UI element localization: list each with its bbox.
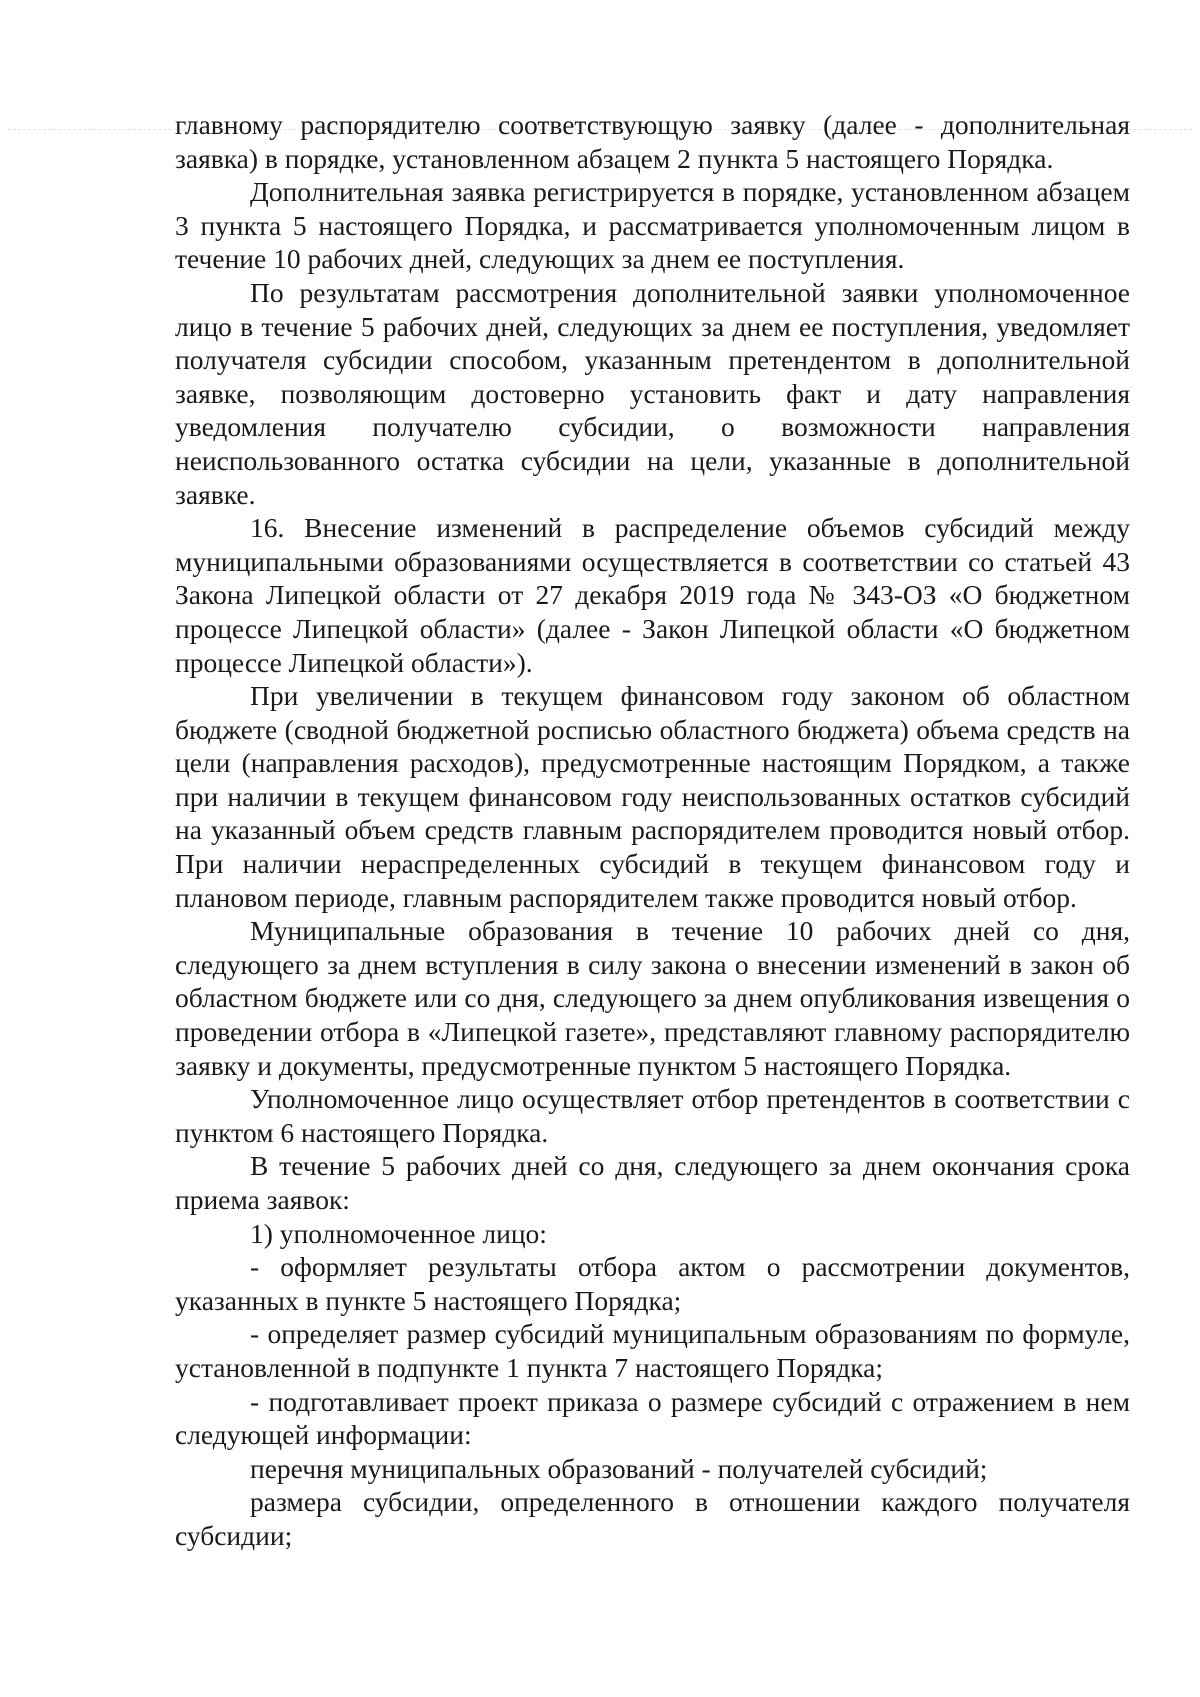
paragraph-continuation: главному распорядителю соответствующую заявку (далее - дополнительная заявка) в порядке, установленном абзацем 2 пункта 5 настоящего Порядка. [175, 109, 1130, 174]
paragraph: Муниципальные образования в течение 10 рабочих дней со дня, следующего за днем вступления в силу закона о внесении изменений в закон об областном бюджете или со дня, следующего за днем опубликования извещения о проведении отбора в «Липецкой газете», представляют главному распорядителю заявку и документы, предусмотренные пунктом 5 настоящего Порядка. [175, 915, 1130, 1081]
paragraph: Уполномоченное лицо осуществляет отбор претендентов в соответствии с пунктом 6 настоящего Порядка. [175, 1083, 1130, 1148]
paragraph: По результатам рассмотрения дополнительной заявки уполномоченное лицо в течение 5 рабочих дней, следующих за днем ее поступления, уведомляет получателя субсидии способом, указанным претендентом в дополнительной заявке, позволяющим достоверно установить факт и дату направления уведомления получателю субсидии, о возможности направления неиспользованного остатка субсидии на цели, указанные в дополнительной заявке. [175, 276, 1130, 510]
document-body [175, 108, 1130, 1553]
list-item: - подготавливает проект приказа о размере субсидий с отражением в нем следующей информации: [175, 1385, 1130, 1451]
paragraph: В течение 5 рабочих дней со дня, следующего за днем окончания срока приема заявок: [175, 1150, 1130, 1215]
list-item: перечня муниципальных образований - получателей субсидий; [250, 1452, 988, 1484]
list-item: - оформляет результаты отбора актом о рассмотрении документов, указанных в пункте 5 настоящего Порядка; [175, 1251, 1130, 1316]
paragraph: Дополнительная заявка регистрируется в порядке, установленном абзацем 3 пункта 5 настоящего Порядка, и рассматривается уполномоченным лицом в течение 10 рабочих дней, следующих за днем ее поступления. [175, 176, 1130, 275]
paragraph-item-16: 16. Внесение изменений в распределение объемов субсидий между муниципальными образованиями осуществляется в соответствии со статьей 43 Закона Липецкой области от 27 декабря 2019 года № 343-ОЗ «О бюджетном процессе Липецкой области» (далее - Закон Липецкой области «О бюджетном процессе Липецкой области»). [175, 512, 1130, 678]
list-item: размера субсидии, определенного в отношении каждого получателя субсидии; [175, 1486, 1130, 1551]
list-item: - определяет размер субсидий муниципальным образованиям по формуле, установленной в подпункте 1 пункта 7 настоящего Порядка; [175, 1318, 1130, 1383]
list-item: 1) уполномоченное лицо: [250, 1217, 547, 1249]
paragraph: При увеличении в текущем финансовом году законом об областном бюджете (сводной бюджетной росписью областного бюджета) объема средств на цели (направления расходов), предусмотренные настоящим Порядком, а также при наличии в текущем финансовом году неиспользованных остатков субсидий на указанный объем средств главным распорядителем проводится новый отбор. При наличии нераспределенных субсидий в текущем финансовом году и плановом периоде, главным распорядителем также проводится новый отбор. [175, 680, 1130, 913]
